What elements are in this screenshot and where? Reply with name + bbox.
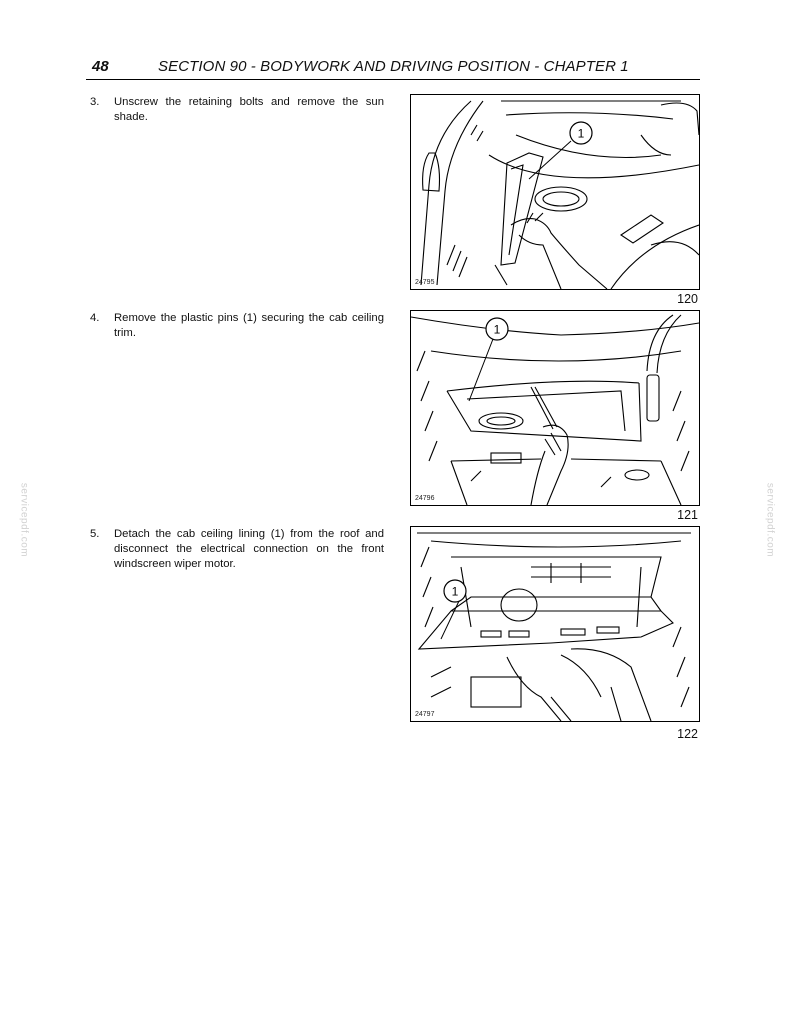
- image-id: 24797: [415, 711, 435, 718]
- page-number: 48: [92, 58, 109, 75]
- step-number: 4.: [90, 312, 100, 324]
- callout-label: 1: [493, 322, 501, 337]
- step-number: 5.: [90, 528, 100, 540]
- step-text: Remove the plastic pins (1) securing the cab ceiling trim.: [114, 312, 384, 339]
- callout-label: 1: [577, 126, 585, 141]
- ceiling-lining-illustration: [411, 527, 699, 721]
- figure-ceiling-trim: [410, 310, 700, 506]
- ceiling-trim-illustration: [411, 311, 699, 505]
- image-id: 24796: [415, 495, 435, 502]
- figure-number: 120: [677, 292, 698, 306]
- image-id: 24795: [415, 279, 435, 286]
- page-title: SECTION 90 - BODYWORK AND DRIVING POSITION - CHAPTER 1: [158, 58, 629, 75]
- figure-number: 122: [677, 727, 698, 741]
- step-3: [90, 95, 384, 125]
- watermark-right: servicepdf.com: [764, 482, 776, 558]
- figure-ceiling-lining: [410, 526, 700, 722]
- figure-number: 121: [677, 508, 698, 522]
- step-4: [90, 311, 384, 341]
- step-text: Detach the cab ceiling lining (1) from the roof and disconnect the electrical connection on the front windscreen wiper motor.: [114, 528, 384, 570]
- figure-sun-shade: [410, 94, 700, 290]
- watermark-left: servicepdf.com: [18, 482, 30, 558]
- header-rule: [86, 79, 700, 80]
- step-number: 3.: [90, 96, 100, 108]
- callout-label: 1: [451, 584, 459, 599]
- step-text: Unscrew the retaining bolts and remove the sun shade.: [114, 96, 384, 123]
- step-5: [90, 527, 384, 572]
- sun-shade-illustration: [411, 95, 699, 289]
